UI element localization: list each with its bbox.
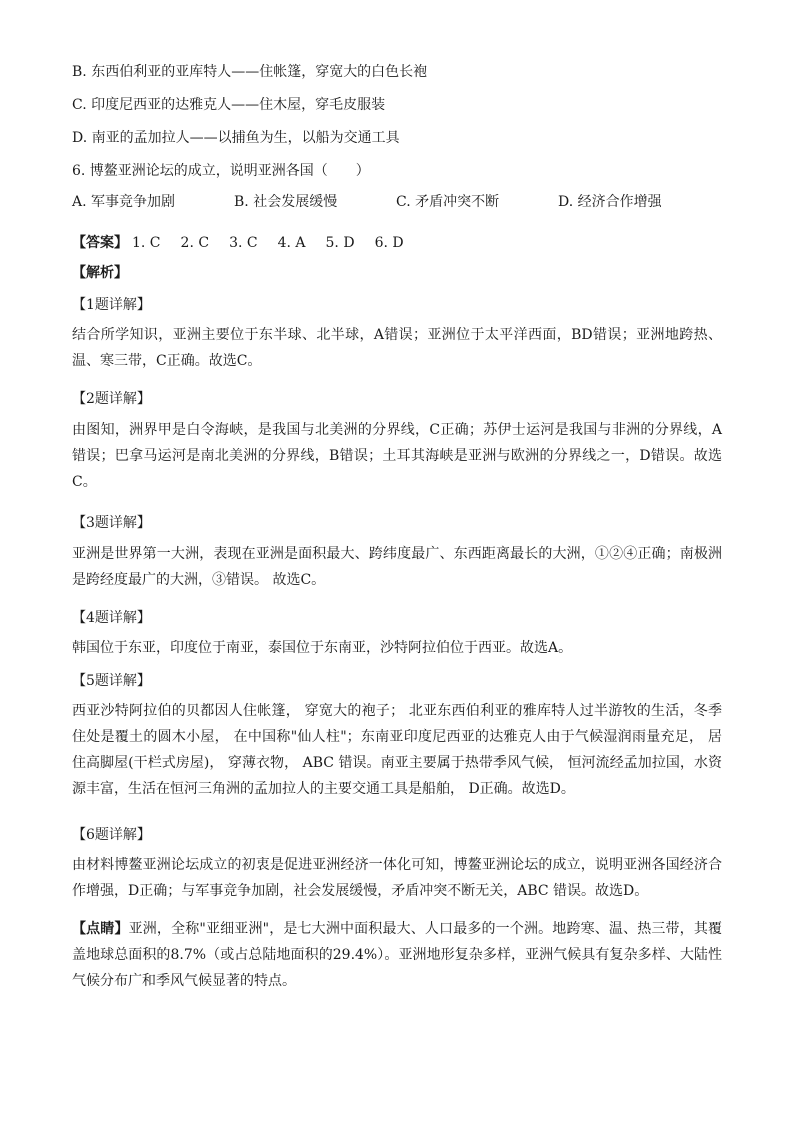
answer-item: 6. D — [374, 235, 404, 251]
detail-text-3: 亚洲是世界第一大洲，表现在亚洲是面积最大、跨纬度最广、东西距离最长的大洲，①②④正确；南极洲是跨经度最广的大洲，③错误。 故选C。 — [72, 546, 722, 588]
detail-title-1: 【1题详解】 — [72, 297, 151, 313]
answer-item: 2. C — [180, 235, 210, 251]
detail-title-2: 【2题详解】 — [72, 391, 151, 407]
question-6-stem: 6. 博鳌亚洲论坛的成立，说明亚洲各国（ ） — [72, 163, 370, 179]
highlight-paragraph — [72, 916, 722, 994]
answer-item: 4. A — [277, 235, 306, 251]
option-c: C. 印度尼西亚的达雅克人——住木屋，穿毛皮服装 — [72, 97, 386, 113]
option-d: D. 南亚的孟加拉人——以捕鱼为生，以船为交通工具 — [72, 130, 400, 146]
answer-item: 3. C — [229, 235, 258, 251]
q6-option-a: A. 军事竞争加剧 — [72, 194, 176, 210]
detail-text-4: 韩国位于东亚，印度位于南亚，泰国位于东南亚，沙特阿拉伯位于西亚。故选A。 — [72, 640, 573, 656]
q6-option-b: B. 社会发展缓慢 — [234, 194, 338, 210]
question-6-options — [72, 192, 722, 212]
answer-tag: 【答案】 — [72, 235, 128, 251]
detail-title-6: 【6题详解】 — [72, 827, 151, 843]
detail-text-2: 由图知，洲界甲是白令海峡，是我国与北美洲的分界线，C正确；苏伊士运河是我国与非洲的分界线，A错误；巴拿马运河是南北美洲的分界线，B错误；土耳其海峡是亚洲与欧洲的分界线之一，D错误。故选C。 — [72, 422, 722, 490]
detail-text-1: 结合所学知识，亚洲主要位于东半球、北半球，A错误；亚洲位于太平洋西面，BD错误；亚洲地跨热、温、寒三带，C正确。故选C。 — [72, 327, 722, 369]
answer-item: 1. C — [132, 235, 161, 251]
detail-title-4: 【4题详解】 — [72, 610, 151, 626]
detail-title-5: 【5题详解】 — [72, 673, 151, 689]
detail-title-3: 【3题详解】 — [72, 515, 151, 531]
highlight-text: 亚洲，全称"亚细亚洲"，是七大洲中面积最大、人口最多的一个洲。地跨寒、温、热三带，其覆盖地球总面积的8.7%（或占总陆地面积的29.4%）。亚洲地形复杂多样，亚洲气候具有复杂多样、大陆性气候分布广和季风气候显著的特点。 — [72, 921, 722, 989]
highlight-tag: 【点睛】 — [72, 921, 129, 937]
answer-line — [72, 233, 424, 253]
analysis-tag: 【解析】 — [72, 265, 128, 281]
detail-text-5: 西亚沙特阿拉伯的贝都因人住帐篷， 穿宽大的袍子； 北亚东西伯利亚的雅库特人过半游牧的生活，冬季住处是覆土的圆木小屋， 在中国称"仙人柱"；东南亚印度尼西亚的达雅克人由于气候湿润雨量充足， 居住高脚屋(干栏式房屋)， 穿薄衣物， ABC 错误。南亚主要属于热带季风气候， 恒河流经孟加拉国，水资源丰富，生活在恒河三角洲的孟加拉人的主要交通工具是船舶， D正确。故选D。 — [72, 703, 722, 797]
detail-text-6: 由材料博鳌亚洲论坛成立的初衷是促进亚洲经济一体化可知，博鳌亚洲论坛的成立，说明亚洲各国经济合作增强，D正确；与军事竞争加剧，社会发展缓慢，矛盾冲突不断无关，ABC 错误。故选D。 — [72, 857, 722, 899]
option-b: B. 东西伯利亚的亚库特人——住帐篷，穿宽大的白色长袍 — [72, 64, 428, 80]
q6-option-d: D. 经济合作增强 — [558, 194, 662, 210]
answer-item: 5. D — [325, 235, 355, 251]
q6-option-c: C. 矛盾冲突不断 — [396, 194, 500, 210]
